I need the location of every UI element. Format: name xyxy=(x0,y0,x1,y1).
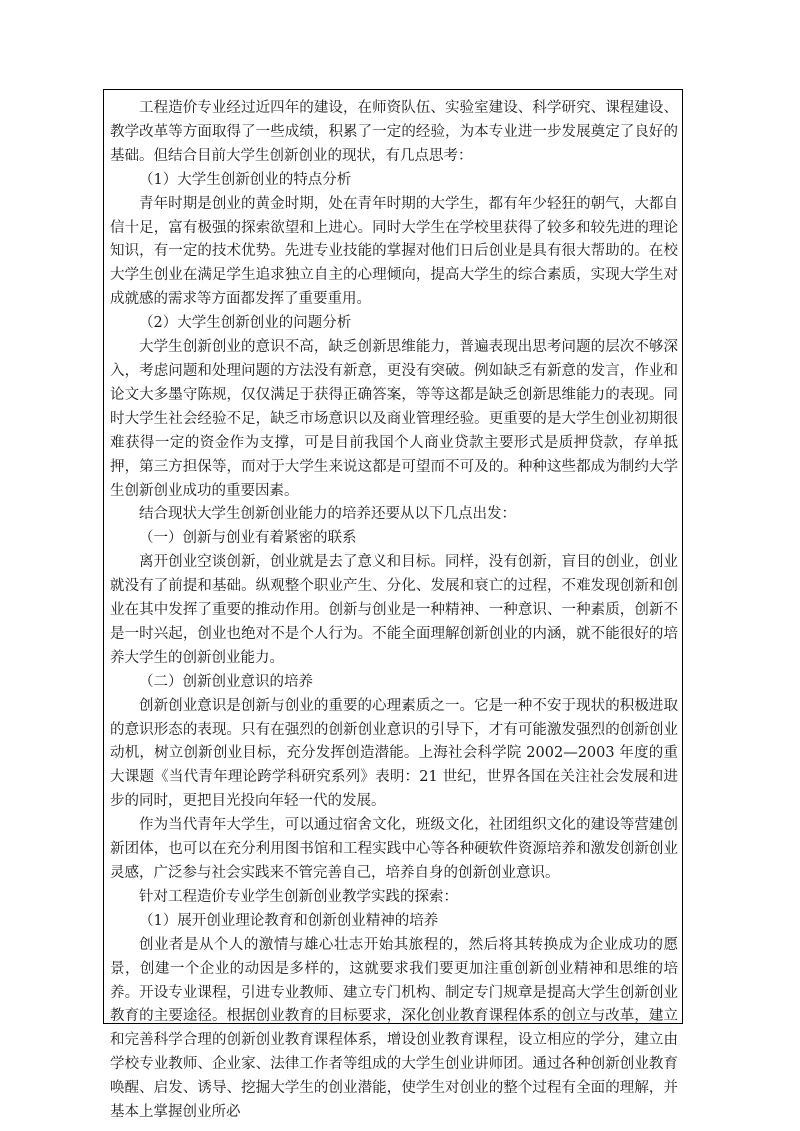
paragraph-awareness: 创新创业意识是创新与创业的重要的心理素质之一。它是一种不安于现状的积极进取的意识形态的表现。只有在强烈的创新创业意识的引导下，才有可能激发强烈的创新创业动机，树立创新创业目标，充分发挥创造潜能。上海社会科学院 2002—2003 年度的重大课题《当代青年理论跨学科研究系列》表明：21 世纪，世界各国在关注社会发展和进步的同时，更把目光投向年轻一代的发展。 xyxy=(110,697,678,810)
paragraph-intro: 工程造价专业经过近四年的建设，在师资队伍、实验室建设、科学研究、课程建设、教学改革等方面取得了一些成绩，积累了一定的经验，为本专业进一步发展奠定了良好的基础。但结合目前大学生创新创业的现状，有几点思考： xyxy=(110,100,678,164)
paragraph-innovation-link: 离开创业空谈创新，创业就是去了意义和目标。同样，没有创新，盲目的创业，创业就没有了前提和基础。纵观整个职业产生、分化、发展和衰亡的过程，不难发现创新和创业在其中发挥了重要的推动作用。创新与创业是一种精神、一种意识、一种素质，创新不是一时兴起，创业也绝对不是个人行为。不能全面理解创新创业的内涵，就不能很好的培养大学生的创新创业能力。 xyxy=(110,554,678,666)
document-body xyxy=(110,97,678,1125)
paragraph-characteristics: 青年时期是创业的黄金时期，处在青年时期的大学生，都有年少轻狂的朝气，大都自信十足，富有极强的探索欲望和上进心。同时大学生在学校里获得了较多和较先进的理论知识，有一定的技术优势。先进专业技能的掌握对他们日后创业是具有很大帮助的。在校大学生创业在满足学生追求独立自主的心理倾向，提高大学生的综合素质，实现大学生对成就感的需求等方面都发挥了重要重用。 xyxy=(110,195,678,308)
heading-characteristics: （1）大学生创新创业的特点分析 xyxy=(139,171,352,188)
paragraph-youth: 作为当代青年大学生，可以通过宿舍文化，班级文化，社团组织文化的建设等营建创新团体，也可以在充分利用图书馆和工程实践中心等各种硬软件资源培养和激发创新创业灵感，广泛参与社会实践来不管完善自己，培养自身的创新创业意识。 xyxy=(110,817,678,881)
heading-theory-education: （1）展开创业理论教育和创新创业精神的培养 xyxy=(139,912,439,929)
paragraph-exploration: 针对工程造价专业学生创新创业教学实践的探索： xyxy=(139,888,458,905)
heading-awareness: （二）创新创业意识的培养 xyxy=(139,673,313,690)
paragraph-theory-education: 创业者是从个人的激情与雄心壮志开始其旅程的，然后将其转换成为企业成功的愿景，创建一个企业的动因是多样的，这就要求我们要更加注重创新创业精神和思维的培养。开设专业课程，引进专业教师、建立专门机构、制定专门规章是提高大学生创新创业教育的主要途径。根据创业教育的目标要求，深化创业教育课程体系的创立与改革，建立和完善科学合理的创新创业教育课程体系，增设创业教育课程，设立相应的学分，建立由学校专业教师、企业家、法律工作者等组成的大学生创业讲师团。通过各种创新创业教育唤醒、启发、诱导、挖掘大学生的创业潜能，使学生对创业的整个过程有全面的理解，并基本上掌握创业所必 xyxy=(110,936,678,1121)
paragraph-approach: 结合现状大学生创新创业能力的培养还要从以下几点出发： xyxy=(139,506,516,523)
paragraph-problems: 大学生创新创业的意识不高，缺乏创新思维能力，普遍表现出思考问题的层次不够深入，考虑问题和处理问题的方法没有新意，更没有突破。例如缺乏有新意的发言，作业和论文大多墨守陈规，仅仅满足于获得正确答案，等等这都是缺乏创新思维能力的表现。同时大学生社会经验不足，缺乏市场意识以及商业管理经验。更重要的是大学生创业初期很难获得一定的资金作为支撑，可是目前我国个人商业贷款主要形式是质押贷款，存单抵押，第三方担保等，而对于大学生来说这都是可望而不可及的。种种这些都成为制约大学生创新创业成功的重要因素。 xyxy=(110,339,678,499)
heading-problems: （2）大学生创新创业的问题分析 xyxy=(139,315,352,332)
heading-innovation-link: （一）创新与创业有着紧密的联系 xyxy=(139,530,357,547)
